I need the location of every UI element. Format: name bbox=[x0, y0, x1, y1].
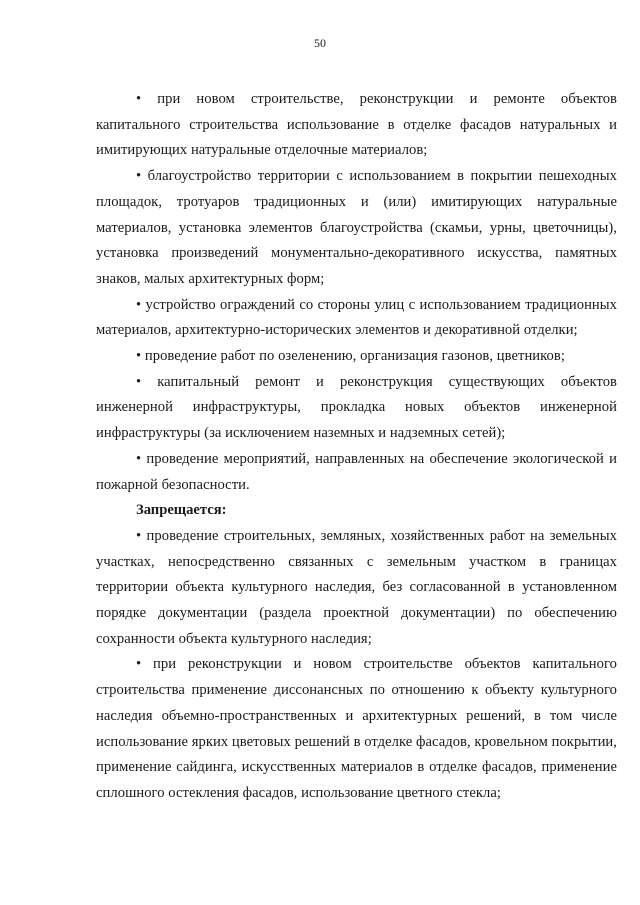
paragraph-prohibited-dissonant: • при реконструкции и новом строительстве объектов капитального строительства применение диссонансных по отношению к объекту культурного наследия объемно-пространственных и архитектурных решений, в том числе использование ярких цветовых решений в отделке фасадов, кровельном покрытии, применение сайдинга, искусственных материалов в отделке фасадов, применение сплошного остекления фасадов, использование цветного стекла; bbox=[96, 656, 617, 801]
paragraph-infrastructure: • капитальный ремонт и реконструкция существующих объектов инженерной инфраструктуры, прокладка новых объектов инженерной инфраструктуры (за исключением наземных и надземных сетей); bbox=[96, 373, 617, 442]
section-heading-prohibited: Запрещается: bbox=[136, 502, 227, 519]
paragraph-greenery: • проведение работ по озеленению, организация газонов, цветников; bbox=[136, 348, 565, 365]
paragraph-fences: • устройство ограждений со стороны улиц с использованием традиционных материалов, архитектурно-исторических элементов и декоративной отделки; bbox=[96, 296, 617, 339]
page-number: 50 bbox=[314, 36, 326, 50]
paragraph-landscaping: • благоустройство территории с использованием в покрытии пешеходных площадок, тротуаров традиционных и (или) имитирующих натуральные материалов, установка элементов благоустройства (скамьи, урны, цветочницы), установка произведений монументально-декоративного искусства, памятных знаков, малых архитектурных форм; bbox=[96, 168, 617, 287]
paragraph-safety: • проведение мероприятий, направленных на обеспечение экологической и пожарной безопасности. bbox=[96, 450, 617, 493]
paragraph-facade-materials: • при новом строительстве, реконструкции и ремонте объектов капитального строительства использование в отделке фасадов натуральных и имитирующих натуральные отделочные материалов; bbox=[96, 91, 617, 159]
paragraph-prohibited-works: • проведение строительных, земляных, хозяйственных работ на земельных участках, непосредственно связанных с земельным участком в границах территории объекта культурного наследия, без согласованной в установленном порядке документации (раздела проектной документации) по обеспечению сохранности объекта культурного наследия; bbox=[96, 527, 617, 647]
document-body bbox=[96, 87, 617, 807]
